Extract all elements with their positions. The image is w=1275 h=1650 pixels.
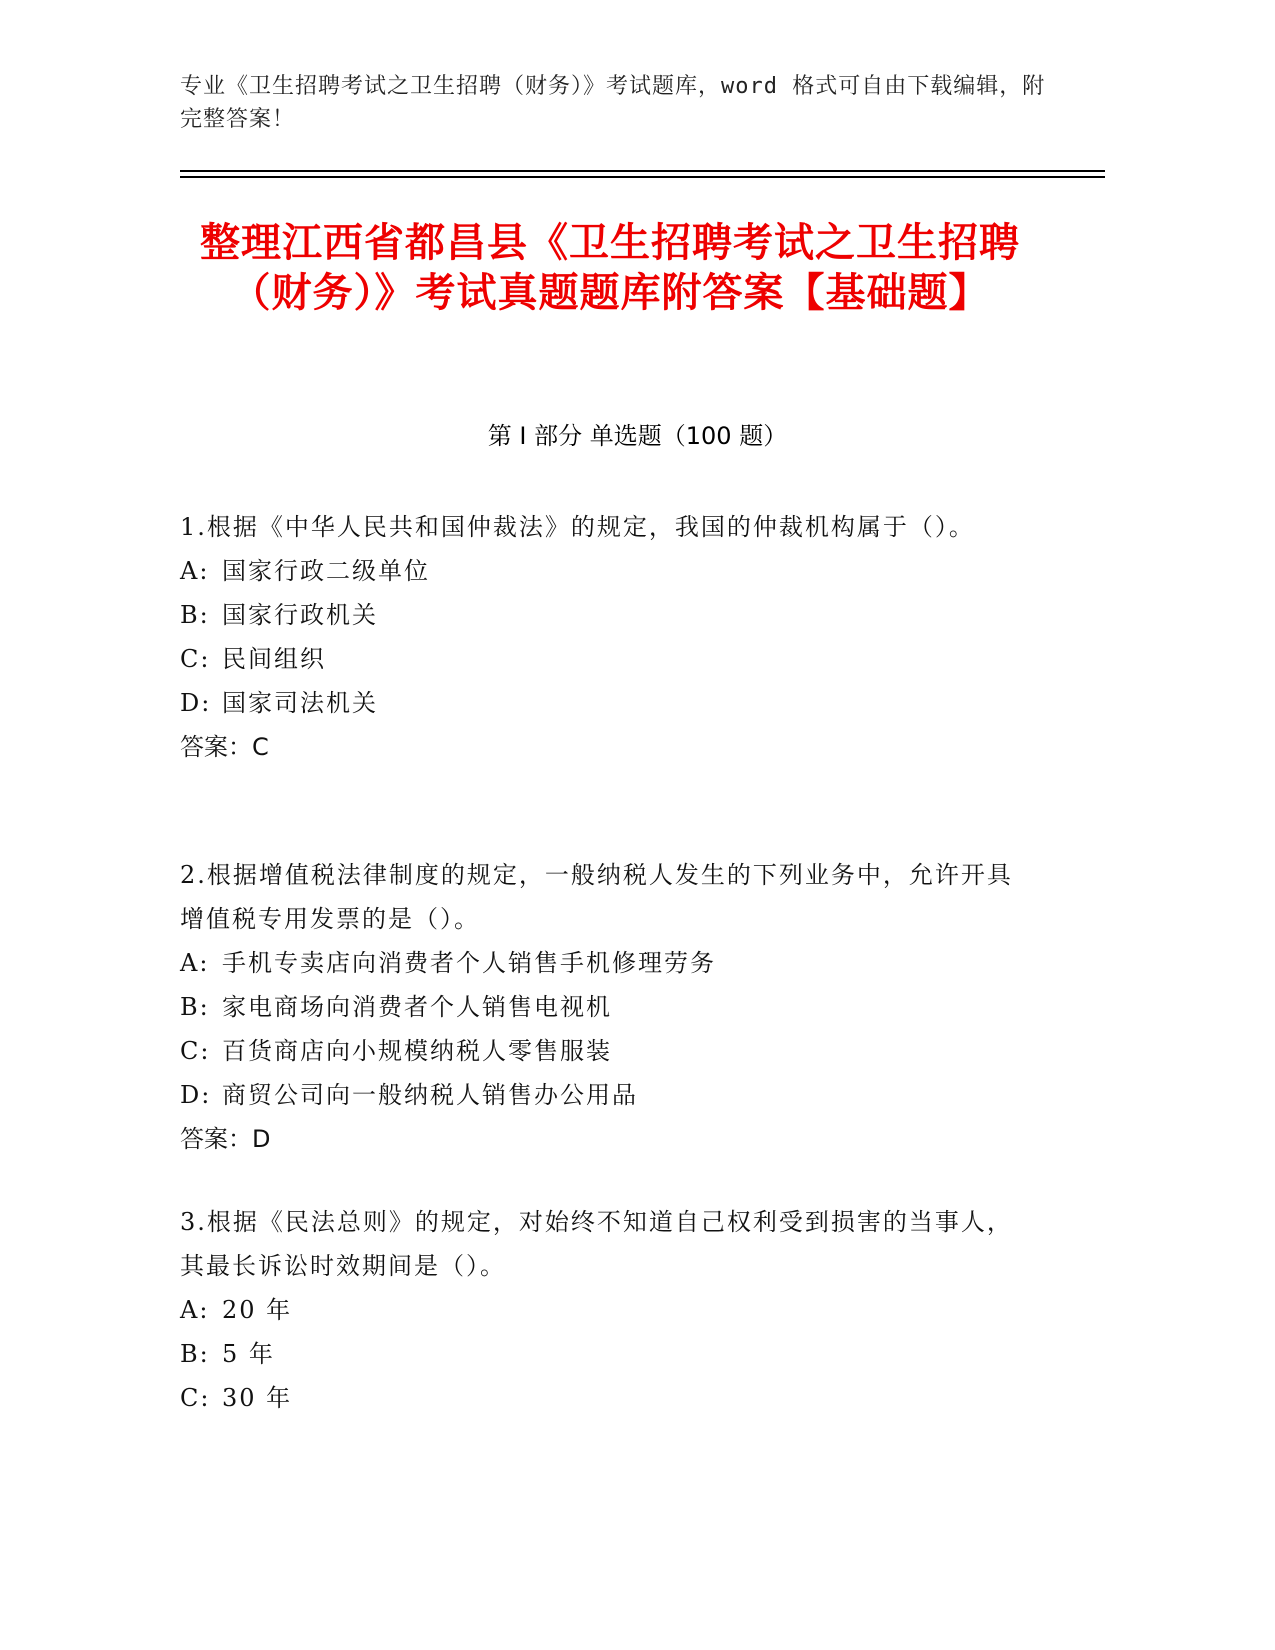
option-key: D:: [180, 689, 212, 717]
option-b: [180, 1332, 1030, 1376]
option-key: A:: [180, 557, 210, 585]
question-stem: 2.根据增值税法律制度的规定，一般纳税人发生的下列业务中，允许开具增值税专用发票的是（）。: [180, 861, 1013, 933]
option-text: 20 年: [222, 1296, 293, 1324]
question-1: [180, 505, 1030, 769]
option-key: D:: [180, 1081, 212, 1109]
answer: 答案：C: [180, 733, 269, 761]
option-d: [180, 681, 1030, 725]
option-a: [180, 941, 1030, 985]
option-c: [180, 1376, 1030, 1420]
header-rule-top: [180, 170, 1105, 172]
option-c: [180, 1029, 1030, 1073]
option-text: 30 年: [222, 1384, 293, 1412]
option-text: 国家行政机关: [222, 601, 378, 629]
question-2: [180, 853, 1030, 1161]
option-key: C:: [180, 645, 211, 673]
option-b: [180, 593, 1030, 637]
option-key: B:: [180, 1340, 210, 1368]
document-title: 整理江西省都昌县《卫生招聘考试之卫生招聘（财务）》考试真题题库附答案【基础题】: [200, 220, 1020, 316]
question-stem: 3.根据《民法总则》的规定，对始终不知道自己权利受到损害的当事人，其最长诉讼时效期间是（）。: [180, 1208, 1013, 1280]
option-b: [180, 985, 1030, 1029]
option-d: [180, 1073, 1030, 1117]
option-a: [180, 549, 1030, 593]
option-key: C:: [180, 1037, 211, 1065]
option-c: [180, 637, 1030, 681]
option-a: [180, 1288, 1030, 1332]
section-heading: 第 I 部分 单选题（100 题）: [487, 422, 788, 450]
header-note: 专业《卫生招聘考试之卫生招聘（财务）》考试题库，word 格式可自由下载编辑，附完整答案！: [180, 74, 1046, 132]
option-text: 民间组织: [222, 645, 326, 673]
question-stem: 1.根据《中华人民共和国仲裁法》的规定，我国的仲裁机构属于（）。: [180, 513, 975, 541]
option-text: 手机专卖店向消费者个人销售手机修理劳务: [222, 949, 716, 977]
option-text: 国家司法机关: [222, 689, 378, 717]
option-key: B:: [180, 601, 210, 629]
question-3: [180, 1200, 1030, 1420]
option-text: 百货商店向小规模纳税人零售服装: [222, 1037, 612, 1065]
option-text: 5 年: [222, 1340, 275, 1368]
option-key: A:: [180, 949, 210, 977]
option-key: A:: [180, 1296, 210, 1324]
answer: 答案：D: [180, 1125, 271, 1153]
option-key: B:: [180, 993, 210, 1021]
option-text: 家电商场向消费者个人销售电视机: [222, 993, 612, 1021]
header-rule-bottom: [180, 176, 1105, 178]
option-text: 商贸公司向一般纳税人销售办公用品: [222, 1081, 638, 1109]
option-text: 国家行政二级单位: [222, 557, 430, 585]
option-key: C:: [180, 1384, 211, 1412]
